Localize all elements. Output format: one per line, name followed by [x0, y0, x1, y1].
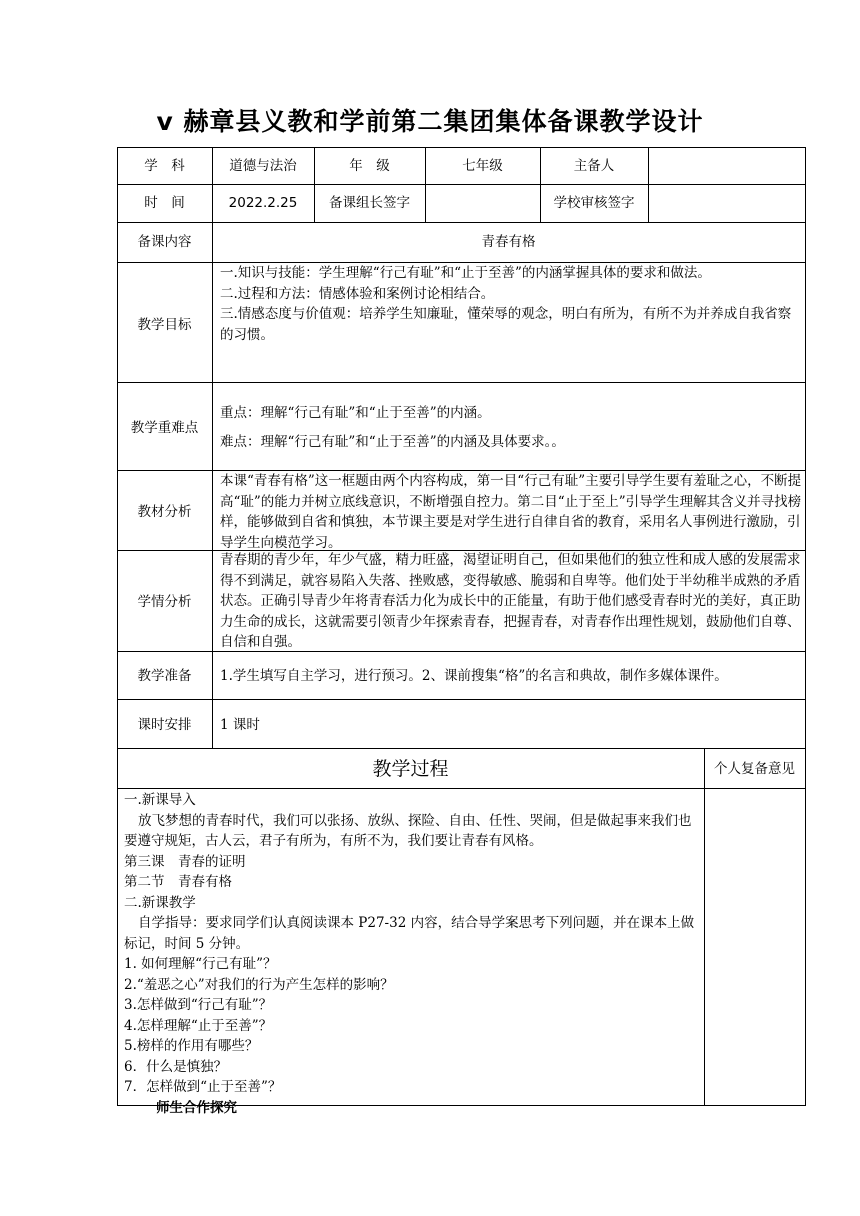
leader-sign-label: 备课组长签字	[329, 195, 410, 211]
process-title: 教学过程	[372, 758, 449, 780]
school-sign-label: 学校审核签字	[553, 195, 635, 211]
section-title: 第二节 青春有格	[124, 874, 232, 890]
goals-label: 教学目标	[137, 317, 192, 333]
preparer-label: 主备人	[573, 158, 615, 174]
grade-label: 年 级	[349, 158, 390, 174]
goal-line-1: 一.知识与技能：学生理解“行己有耻”和“止于至善”的内涵掌握具体的要求和做法。	[220, 265, 711, 281]
key-point: 重点：理解“行己有耻”和“止于至善”的内涵。	[220, 405, 491, 421]
time-value: 2022.2.25	[228, 195, 298, 211]
goal-line-3: 三.情感态度与价值观：培养学生知廉耻，懂荣辱的观念，明白有所为，有所不为并养成自我省察的习惯。	[220, 306, 792, 343]
question-5: 5.榜样的作用有哪些？	[124, 1038, 259, 1054]
intro-heading: 一.新课导入	[124, 792, 196, 808]
prep-label: 教学准备	[137, 668, 192, 684]
prep-text: 1.学生填写自主学习，进行预习。2、课前搜集“格”的名言和典故，制作多媒体课件。	[220, 668, 728, 684]
students-text: 青春期的青少年，年少气盛，精力旺盛，渴望证明自己，但如果他们的独立性和成人感的发展需求得不到满足，就容易陷入失落、挫败感，变得敏感、脆弱和自卑等。他们处于半幼稚半成熟的矛盾状态。正确引导青少年将青春活力化为成长中的正能量，有助于他们感受青春时光的美好，真正助力生命的成长，这就需要引领青少年探索青春，把握青春，对青春作出理性规划，鼓励他们自尊、自信和自强。	[220, 552, 801, 650]
material-text: 本课“青春有格”这一框题由两个内容构成，第一目“行己有耻”主要引导学生要有羞耻之心，不断提高“耻”的能力并树立底线意识，不断增强自控力。第二目“止于至上”引导学生理解其含义并寻找榜样，能够做到自省和慎独，本节课主要是对学生进行自律自省的教育，采用名人事例进行激励，引导学生向模范学习。	[220, 473, 802, 551]
subject-value: 道德与法治	[229, 158, 297, 174]
opinion-label: 个人复备意见	[714, 761, 795, 777]
hours-label: 课时安排	[137, 717, 192, 733]
question-6: 6．什么是慎独？	[124, 1058, 228, 1075]
question-3: 3.怎样做到“行己有耻”？	[124, 997, 273, 1013]
content-label: 备课内容	[137, 234, 192, 250]
new-lesson-heading: 二.新课教学	[124, 894, 196, 911]
difficult-point: 难点：理解“行己有耻”和“止于至善”的内涵及具体要求。。	[220, 434, 565, 450]
question-2: 2.“羞恶之心”对我们的行为产生怎样的影响？	[124, 976, 394, 993]
lesson-title: 第三课 青春的证明	[124, 853, 246, 870]
self-study-guide: 自学指导：要求同学们认真阅读课本 P27-32 内容，结合导学案思考下列问题，并在课本上做标记，时间 5 分钟。	[124, 915, 695, 952]
subject-label: 学 科	[144, 158, 185, 174]
students-label: 学情分析	[137, 594, 192, 610]
goals-text	[220, 263, 802, 345]
process-body	[124, 790, 700, 1118]
keypoints-label: 教学重难点	[130, 420, 199, 436]
intro-text: 放飞梦想的青春时代，我们可以张扬、放纵、探险、自由、任性、哭闹，但是做起事来我们也要遵守规矩，古人云，君子有所为，有所不为，我们要让青春有风格。	[124, 812, 692, 849]
question-7: 7．怎样做到“止于至善”？	[124, 1079, 282, 1095]
hours-text: 1 课时	[220, 717, 260, 733]
goal-line-2: 二.过程和方法：情感体验和案例讨论相结合。	[220, 285, 495, 302]
document-title: v 赫章县义教和学前第二集团集体备课教学设计	[156, 107, 704, 136]
time-label: 时 间	[144, 195, 185, 211]
question-1: 1. 如何理解“行己有耻”？	[124, 956, 277, 972]
grade-value: 七年级	[462, 158, 503, 174]
question-4: 4.怎样理解“止于至善”？	[124, 1017, 273, 1034]
coop-heading: 师生合作探究	[156, 1099, 237, 1116]
content-value: 青春有格	[481, 234, 536, 250]
material-label: 教材分析	[137, 504, 192, 520]
